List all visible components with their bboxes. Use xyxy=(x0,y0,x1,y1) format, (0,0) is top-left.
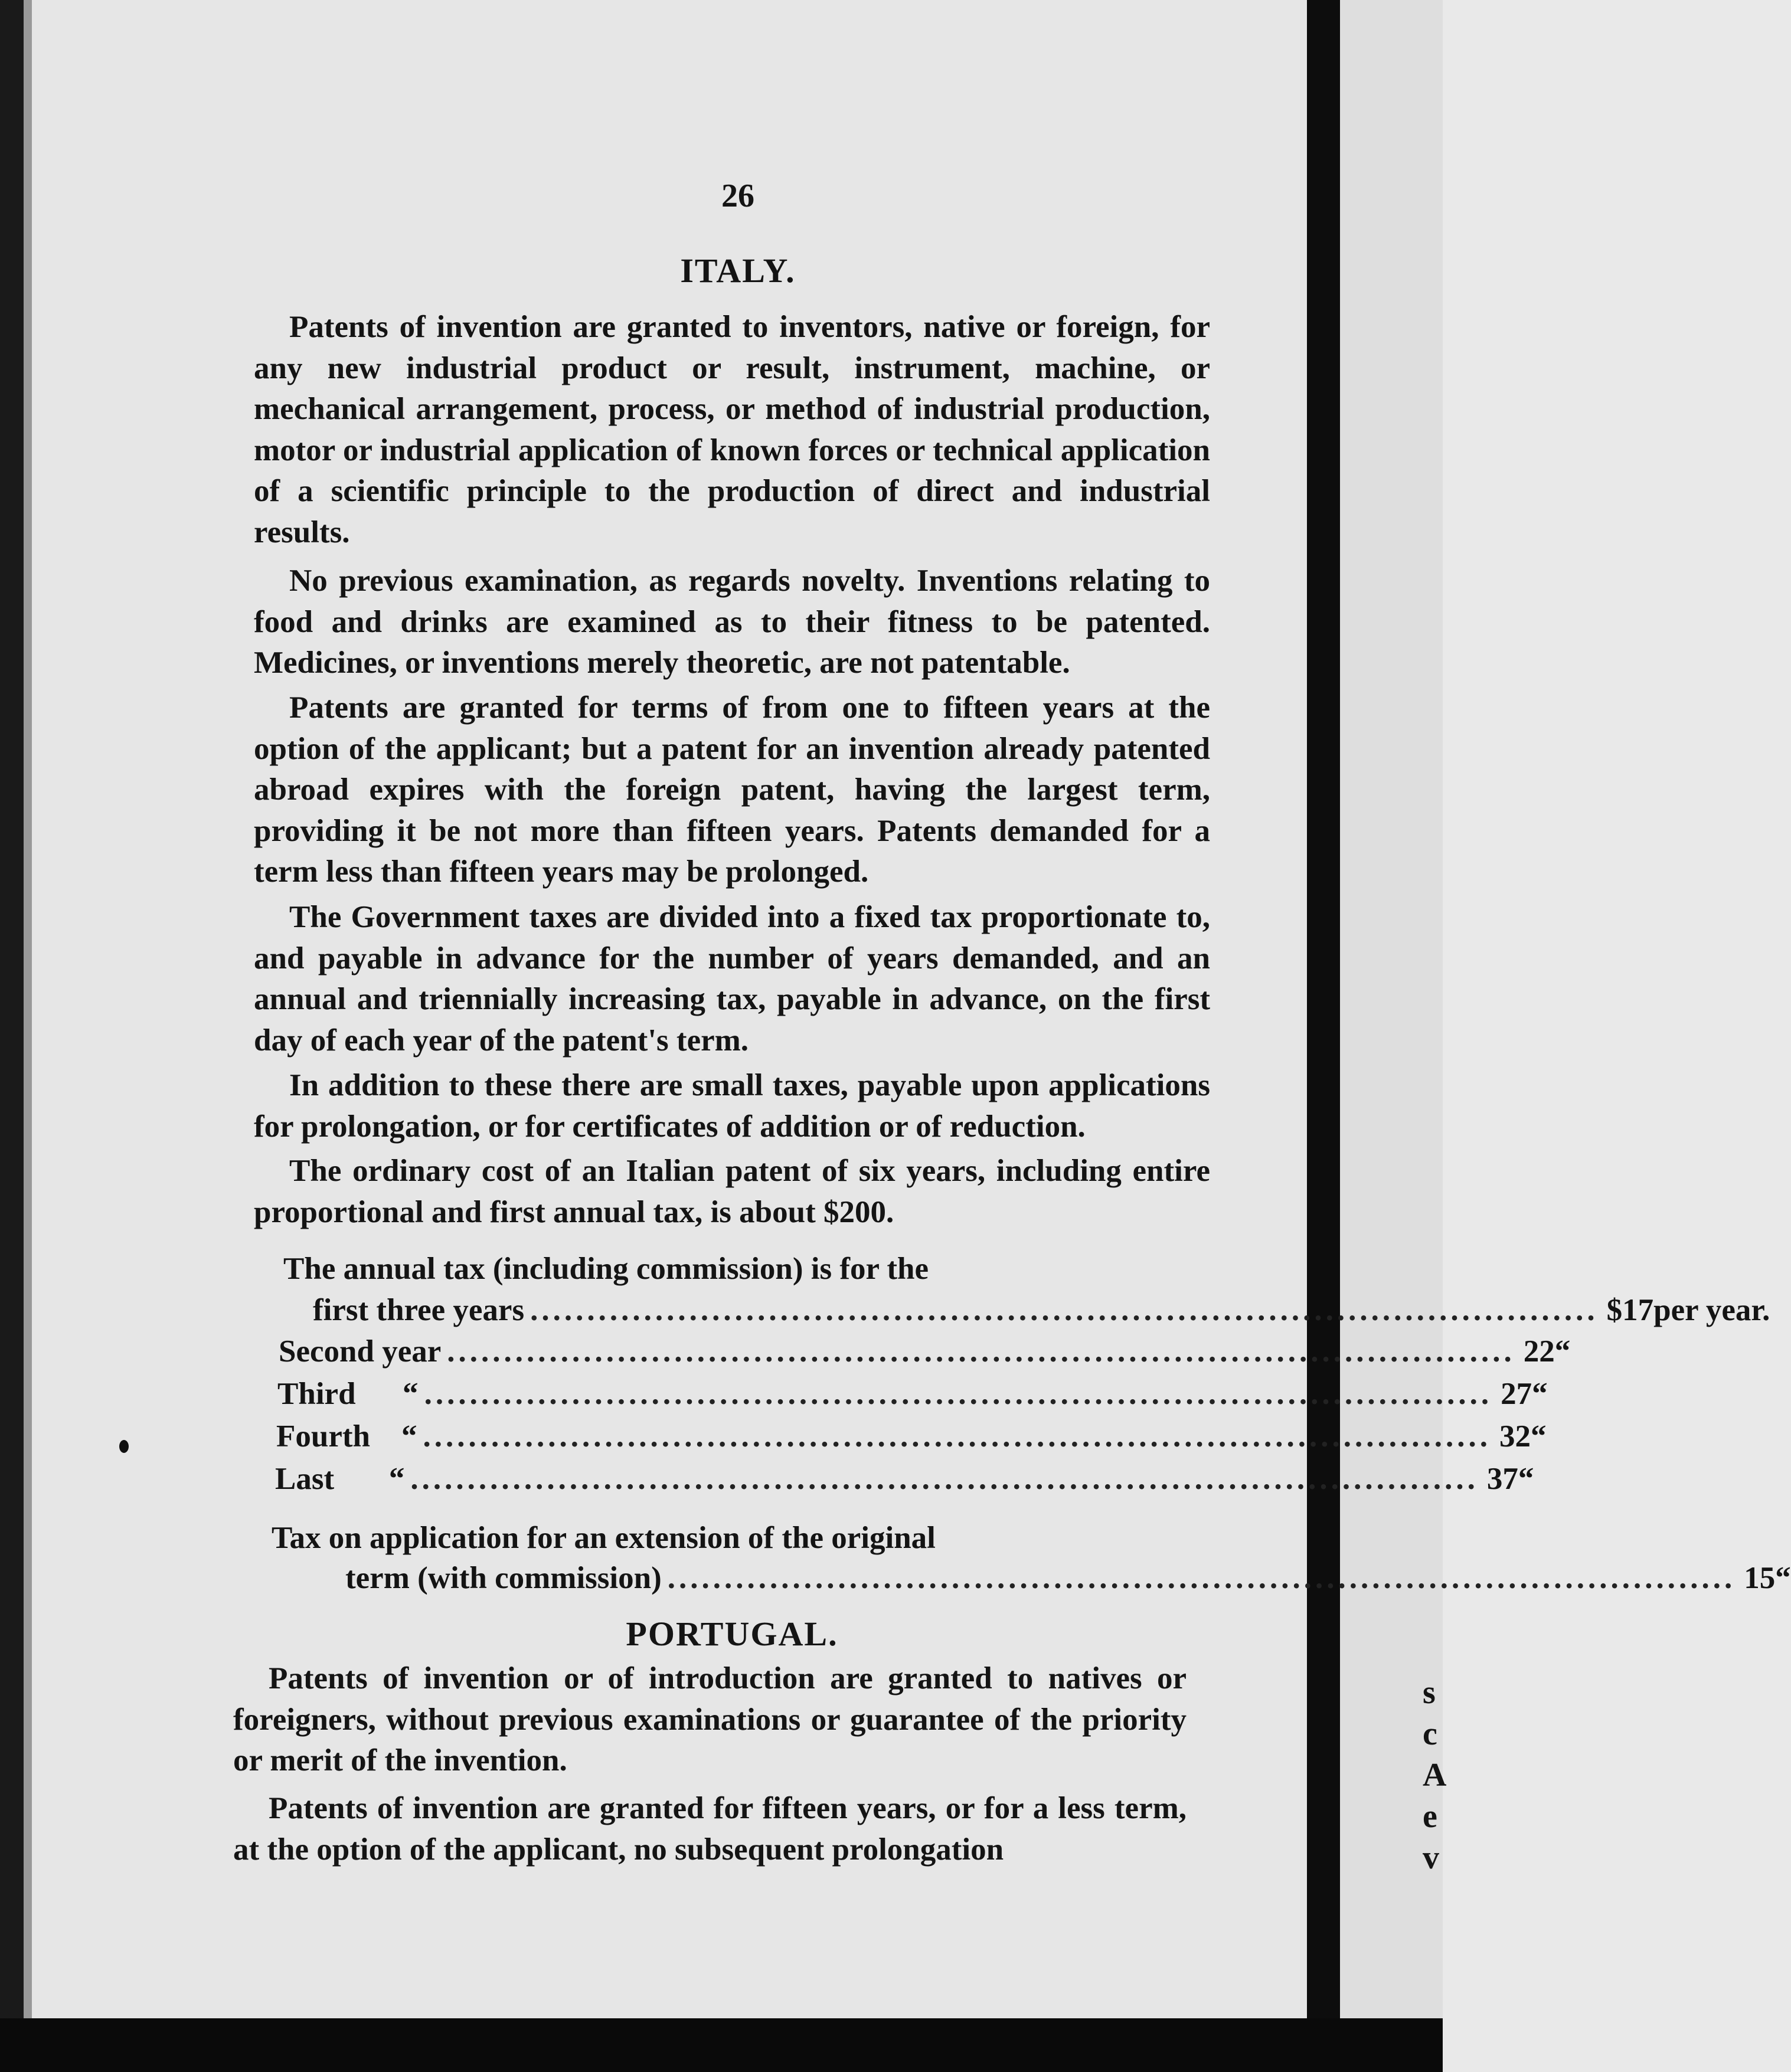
italy-paragraph-6: The ordinary cost of an Italian patent of six years, including entire proportional and first annual tax, is about $200. xyxy=(254,1154,1210,1229)
tax-row xyxy=(260,1334,1571,1375)
italy-paragraph-3: Patents are granted for terms of from one to fifteen years at the option of the applicant; but a patent for an invention already patented abroad expires with the foreign patent, having the largest term, providing it be not more than fifteen years. Patents demanded for a term less than fifteen years may be prolonged. xyxy=(254,690,1210,889)
italy-paragraph-5: In addition to these there are small taxes, payable upon applications for prolongation, or for certificates of addition or of reduction. xyxy=(254,1068,1210,1144)
tax-row-amount: 32 xyxy=(1499,1419,1531,1454)
tax-row-label: Last “ xyxy=(275,1462,405,1496)
tax-row-unit: per year. xyxy=(1653,1293,1770,1327)
tax-row-amount: 15 xyxy=(1744,1561,1776,1595)
book-gutter xyxy=(1307,0,1340,2072)
portugal-paragraph-2: Patents of invention are granted for fifteen years, or for a less term, at the option of the applicant, no subsequent prolongation xyxy=(233,1791,1187,1867)
dot-leader: .............................................................................................. xyxy=(667,1561,1736,1595)
extension-tax-line: Tax on application for an extension of the original xyxy=(272,1521,936,1555)
tax-row-extension xyxy=(260,1560,1791,1602)
tax-row-unit: “ xyxy=(1554,1334,1571,1369)
tax-row xyxy=(260,1419,1547,1460)
dot-leader: .............................................................................................. xyxy=(530,1293,1599,1327)
facing-page-glyph: s xyxy=(1423,1674,1436,1711)
italy-paragraph-2: No previous examination, as regards novelty. Inventions relating to food and drinks are examined as to their fitness to be patented. Medicines, or inventions merely theoretic, are not patentable. xyxy=(254,564,1210,680)
facing-page-glyph: e xyxy=(1423,1798,1437,1835)
facing-page-fragment xyxy=(1340,0,1447,2072)
tax-row-amount: 37 xyxy=(1486,1462,1518,1496)
page-edge xyxy=(24,0,32,2072)
facing-page-glyph: A xyxy=(1423,1757,1447,1793)
tax-row-label: first three years xyxy=(313,1293,525,1327)
italy-paragraph-4: The Government taxes are divided into a fixed tax proportionate to, and payable in advance for the number of years demanded, and an annual and triennially increasing tax, payable in advance, on the first day of each year of the patent's term. xyxy=(254,900,1210,1058)
tax-row-label: term (with commission) xyxy=(345,1561,662,1595)
tax-row-label: Third “ xyxy=(277,1377,419,1411)
dot-leader: .............................................................................................. xyxy=(447,1334,1515,1369)
dot-leader: .............................................................................................. xyxy=(410,1462,1479,1496)
portugal-paragraph-1: Patents of invention or of introduction are granted to natives or foreigners, without previous examinations or guarantee of the priority or merit of the invention. xyxy=(233,1661,1187,1778)
tax-row-label: Fourth “ xyxy=(276,1419,417,1454)
section-heading-portugal: PORTUGAL. xyxy=(626,1615,838,1653)
tax-row-unit: “ xyxy=(1532,1377,1548,1411)
dot-leader: .............................................................................................. xyxy=(424,1377,1493,1411)
book-spine-shadow xyxy=(0,0,24,2072)
italy-paragraph-1: Patents of invention are granted to inventors, native or foreign, for any new industrial product or result, instrument, machine, or mechanical arrangement, process, or method of industrial production, motor or industrial application of known forces or technical application of a scientific principle to the production of direct and industrial results. xyxy=(254,310,1210,549)
tax-row-amount: $17 xyxy=(1606,1293,1654,1327)
ink-speck xyxy=(119,1440,129,1453)
facing-page-glyph: v xyxy=(1423,1839,1439,1876)
page-number: 26 xyxy=(721,178,754,214)
tax-table-intro: The annual tax (including commission) is for the xyxy=(283,1252,929,1286)
tax-row xyxy=(260,1292,1770,1334)
tax-row-label: Second year xyxy=(279,1334,442,1369)
tax-row xyxy=(260,1461,1534,1503)
dot-leader: .............................................................................................. xyxy=(423,1419,1491,1454)
facing-page-glyph: c xyxy=(1423,1716,1437,1752)
tax-row-amount: 22 xyxy=(1523,1334,1555,1369)
section-heading-italy: ITALY. xyxy=(680,251,796,290)
scan-bottom-edge xyxy=(0,2018,1443,2072)
tax-row-amount: 27 xyxy=(1501,1377,1532,1411)
tax-row-unit: “ xyxy=(1518,1462,1534,1496)
tax-row xyxy=(260,1376,1548,1418)
tax-row-unit: “ xyxy=(1531,1419,1547,1454)
tax-row-unit: “ xyxy=(1775,1561,1791,1595)
